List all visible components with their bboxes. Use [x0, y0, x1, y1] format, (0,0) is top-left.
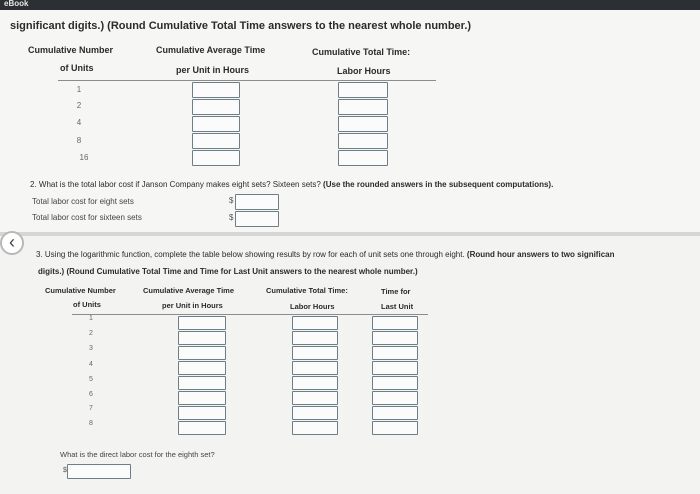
s1-col1-header-line2: of Units [60, 63, 94, 73]
s2-unit-cell: 5 [89, 376, 93, 383]
s1-unit-cell: 16 [79, 153, 89, 162]
q2-row1-currency: $ [229, 196, 234, 205]
s2-col4-header-line2: Last Unit [381, 302, 414, 311]
s2-col2-header-line2: per Unit in Hours [162, 301, 223, 310]
s2-total-time-input[interactable] [292, 331, 338, 345]
top-bar [0, 0, 700, 10]
s2-col2-header-line1: Cumulative Average Time [143, 286, 235, 295]
s1-total-time-input[interactable] [338, 133, 388, 149]
s2-total-time-input[interactable] [292, 361, 338, 375]
s1-total-time-input[interactable] [338, 150, 388, 166]
q3-direct-cost-currency: $ [63, 467, 67, 474]
q3-instruction-text: 3. Using the logarithmic function, complete the table below showing results by row for each of unit sets one through eight. [36, 250, 465, 259]
s2-total-time-input[interactable] [292, 376, 338, 390]
q3-direct-cost-question: What is the direct labor cost for the eighth set? [60, 450, 215, 459]
q2-sixteen-sets-cost-input[interactable] [235, 211, 279, 227]
q3-direct-cost-input[interactable] [67, 464, 131, 479]
q2-row2-label: Total labor cost for sixteen sets [32, 213, 142, 222]
s1-unit-cell: 8 [76, 136, 82, 145]
s2-last-unit-time-input[interactable] [372, 376, 418, 390]
s2-avg-time-input[interactable] [178, 346, 226, 360]
s2-last-unit-time-input[interactable] [372, 421, 418, 435]
s1-header-rule [58, 80, 436, 81]
back-button[interactable] [0, 231, 24, 255]
chevron-left-icon: ‹ [9, 232, 15, 252]
s2-last-unit-time-input[interactable] [372, 406, 418, 420]
s2-col1-header-line2: of Units [73, 300, 101, 309]
s1-total-time-input[interactable] [338, 116, 388, 132]
s1-unit-cell: 4 [76, 118, 82, 127]
q2-row1-label: Total labor cost for eight sets [32, 197, 134, 206]
q2-eight-sets-cost-input[interactable] [235, 194, 279, 210]
s2-avg-time-input[interactable] [178, 406, 226, 420]
ebook-tab[interactable]: eBook [4, 0, 29, 8]
s2-header-rule [72, 314, 428, 315]
q3-instruction-line1 [36, 250, 614, 259]
s1-col2-header-line1: Cumulative Average Time [156, 45, 266, 55]
s2-last-unit-time-input[interactable] [372, 331, 418, 345]
s2-avg-time-input[interactable] [178, 361, 226, 375]
q2-row2-currency: $ [229, 213, 234, 222]
q2-question [30, 180, 553, 189]
s2-unit-cell: 3 [89, 345, 93, 352]
s1-avg-time-input[interactable] [192, 82, 240, 98]
s2-avg-time-input[interactable] [178, 391, 226, 405]
s2-last-unit-time-input[interactable] [372, 361, 418, 375]
s2-last-unit-time-input[interactable] [372, 346, 418, 360]
s1-col3-header-line2: Labor Hours [337, 66, 391, 76]
s1-total-time-input[interactable] [338, 99, 388, 115]
s1-col3-header-line1: Cumulative Total Time: [312, 47, 411, 57]
s2-unit-cell: 1 [89, 315, 93, 322]
s2-col3-header-line2: Labor Hours [290, 302, 335, 311]
s2-last-unit-time-input[interactable] [372, 391, 418, 405]
s1-unit-cell: 1 [76, 85, 82, 94]
s2-avg-time-input[interactable] [178, 331, 226, 345]
s2-total-time-input[interactable] [292, 346, 338, 360]
s2-avg-time-input[interactable] [178, 376, 226, 390]
s2-avg-time-input[interactable] [178, 316, 226, 330]
s1-avg-time-input[interactable] [192, 116, 240, 132]
s2-unit-cell: 4 [89, 361, 93, 368]
s2-unit-cell: 7 [89, 405, 93, 412]
s1-avg-time-input[interactable] [192, 133, 240, 149]
s1-avg-time-input[interactable] [192, 150, 240, 166]
s1-unit-cell: 2 [76, 101, 82, 110]
s2-total-time-input[interactable] [292, 406, 338, 420]
q3-instruction-line2: digits.) (Round Cumulative Total Time and Time for Last Unit answers to the nearest whole number.) [38, 267, 418, 276]
s2-unit-cell: 8 [89, 420, 93, 427]
s2-unit-cell: 6 [89, 391, 93, 398]
s2-avg-time-input[interactable] [178, 421, 226, 435]
s2-total-time-input[interactable] [292, 391, 338, 405]
s2-col3-header-line1: Cumulative Total Time: [266, 286, 348, 295]
q2-question-text: 2. What is the total labor cost if Janson Company makes eight sets? Sixteen sets? [30, 180, 321, 189]
s2-total-time-input[interactable] [292, 421, 338, 435]
s2-col4-header-line1: Time for [381, 287, 411, 296]
s1-col2-header-line2: per Unit in Hours [176, 65, 250, 75]
q3-instruction-note: (Round hour answers to two significan [466, 250, 615, 259]
q2-question-note: (Use the rounded answers in the subsequent computations). [323, 180, 554, 189]
s1-total-time-input[interactable] [338, 82, 388, 98]
s2-unit-cell: 2 [89, 330, 93, 337]
s1-col1-header-line1: Cumulative Number [28, 45, 114, 55]
section1-instruction: significant digits.) (Round Cumulative Total Time answers to the nearest whole number.) [10, 20, 472, 32]
s1-avg-time-input[interactable] [192, 99, 240, 115]
s2-last-unit-time-input[interactable] [372, 316, 418, 330]
s2-total-time-input[interactable] [292, 316, 338, 330]
s2-col1-header-line1: Cumulative Number [45, 286, 116, 295]
